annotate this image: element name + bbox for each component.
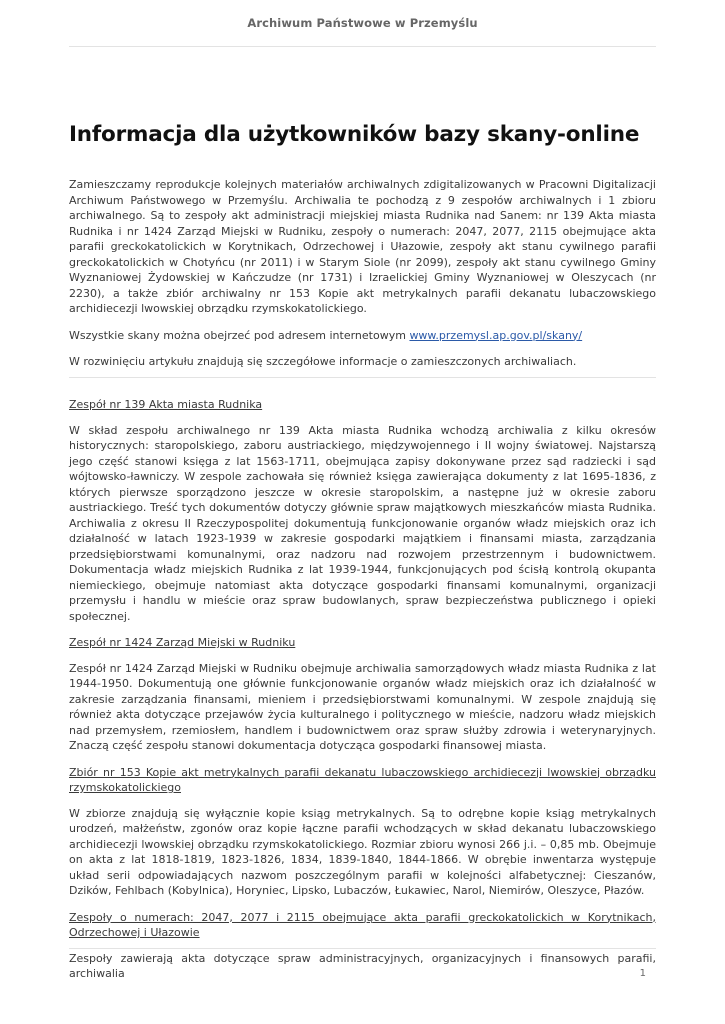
header-divider: [69, 46, 656, 47]
section-body: W zbiorze znajdują się wyłącznie kopie ksiąg metrykalnych. Są to odrębne kopie ksiąg metrykalnych urodzeń, małżeństw, zgonów oraz kopie łączne parafii wchodzących w skład dekanatu lubaczowskiego archidiecezji lwowskiej obrządku rzymskokatolickiego. Rozmiar zbioru wynosi 266 j.i. – 0,85 mb. Obejmuje on akta z lat 1818-1819, 1823-1826, 1834, 1839-1840, 1844-1866. W obrębie inwentarza występuje układ serii odpowiadających nazwom poszczególnym parafii w kolejności alfabetycznej: Cieszanów, Dzików, Fehlbach (Kobylnica), Horyniec, Lipsko, Lubaczów, Łukawiec, Narol, Niemirów, Oleszyce, Płazów.: [69, 806, 656, 897]
section-divider: [69, 377, 656, 378]
article-title: Informacja dla użytkowników bazy skany-online: [69, 122, 640, 147]
site-header: Archiwum Państwowe w Przemyślu: [247, 16, 478, 30]
section-body: Zespoły zawierają akta dotyczące spraw administracyjnych, organizacyjnych i finansowych parafii, archiwalia: [69, 951, 656, 980]
scans-address-paragraph: [69, 328, 656, 344]
section-heading: Zbiór nr 153 Kopie akt metrykalnych parafii dekanatu lubaczowskiego archidiecezji lwowskiej obrządku rzymskokatolickiego: [69, 765, 656, 794]
more-info-paragraph: W rozwinięciu artykułu znajdują się szczegółowe informacje o zamieszczonych archiwaliach.: [69, 355, 577, 368]
article-sections: [69, 397, 656, 982]
section-body: W skład zespołu archiwalnego nr 139 Akta miasta Rudnika wchodzą archiwalia z kilku okresów historycznych: staropolskiego, zaboru austriackiego, międzywojennego i II wojny światowej. Najstarszą jego część stanowi księga z lat 1563-1711, obejmująca zapisy dokonywane przez sąd radziecki i sąd wójtowsko-ławniczy. W zespole zachowała się również księga zawierająca dokumenty z lat 1695-1836, z których pierwsze sporządzono jeszcze w okresie staropolskim, a następne już w okresie zaboru austriackiego. Treść tych dokumentów dotyczy głównie spraw majątkowych mieszkańców miasta Rudnika. Archiwalia z okresu II Rzeczypospolitej dokumentują funkcjonowanie organów władz miejskich oraz ich działalność w latach 1923-1939 w zakresie gospodarki majątkiem i finansami miasta, zarządzania przedsiębiorstwami komunalnymi, oraz nadzoru nad rozwojem przestrzennym i budownictwem. Dokumentacja władz miejskich Rudnika z lat 1939-1944, funkcjonujących pod ścisłą kontrolą okupanta niemieckiego, obejmuje natomiast akta dotyczące gospodarki finansami komunalnymi, organizacji przemysłu i handlu w mieście oraz spraw budowlanych, spraw bezpieczeństwa publicznego i opieki społecznej.: [69, 423, 656, 623]
section-body: Zespół nr 1424 Zarząd Miejski w Rudniku obejmuje archiwalia samorządowych władz miasta Rudnika z lat 1944-1950. Dokumentują one głównie funkcjonowanie organów władz miejskich oraz ich działalność w zakresie zarządzania finansami, mieniem i przedsiębiorstwami komunalnymi. W zespole znajdują się również akta dotyczące przejawów życia kulturalnego i politycznego w mieście, nadzoru władz miejskich nad przemysłem, rzemiosłem, handlem i budownictwem oraz spraw służby zdrowia i weterynaryjnych. Znaczą część zespołu stanowi dokumentacja dotycząca gospodarki finansowej miasta.: [69, 661, 656, 752]
scans-link[interactable]: www.przemysl.ap.gov.pl/skany/: [409, 328, 583, 342]
intro-paragraph: Zamieszczamy reprodukcje kolejnych materiałów archiwalnych zdigitalizowanych w Pracowni Digitalizacji Archiwum Państwowego w Przemyślu. Archiwalia te pochodzą z 9 zespołów archiwalnych i 1 zbioru archiwalnego. Są to zespoły akt administracji miejskiej miasta Rudnika nad Sanem: nr 139 Akta miasta Rudnika i nr 1424 Zarząd Miejski w Rudniku, zespoły o numerach: 2047, 2077, 2115 obejmujące akta parafii greckokatolickich w Korytnikach, Odrzechowej i Ułazowie, zespoły akt stanu cywilnego parafii greckokatolickich w Chotyńcu (nr 2011) i w Starym Siole (nr 2099), zespoły akt stanu cywilnego Gminy Wyznaniowej Żydowskiej w Kańczudze (nr 1731) i Izraelickiej Gminy Wyznaniowej w Oleszycach (nr 2230), a także zbiór archiwalny nr 153 Kopie akt metrykalnych parafii dekanatu lubaczowskiego archidiecezji lwowskiej obrządku rzymskokatolickiego.: [69, 178, 656, 315]
section-heading: Zespół nr 139 Akta miasta Rudnika: [69, 398, 263, 411]
footer-divider: [69, 948, 656, 949]
page-number: 1: [639, 968, 646, 979]
scans-address-text: Wszystkie skany można obejrzeć pod adresem internetowym: [69, 328, 410, 342]
article-intro: [69, 177, 656, 370]
section-heading: Zespół nr 1424 Zarząd Miejski w Rudniku: [69, 636, 296, 649]
section-heading: Zespoły o numerach: 2047, 2077 i 2115 obejmujące akta parafii greckokatolickich w Korytnikach, Odrzechowej i Ułazowie: [69, 910, 656, 939]
